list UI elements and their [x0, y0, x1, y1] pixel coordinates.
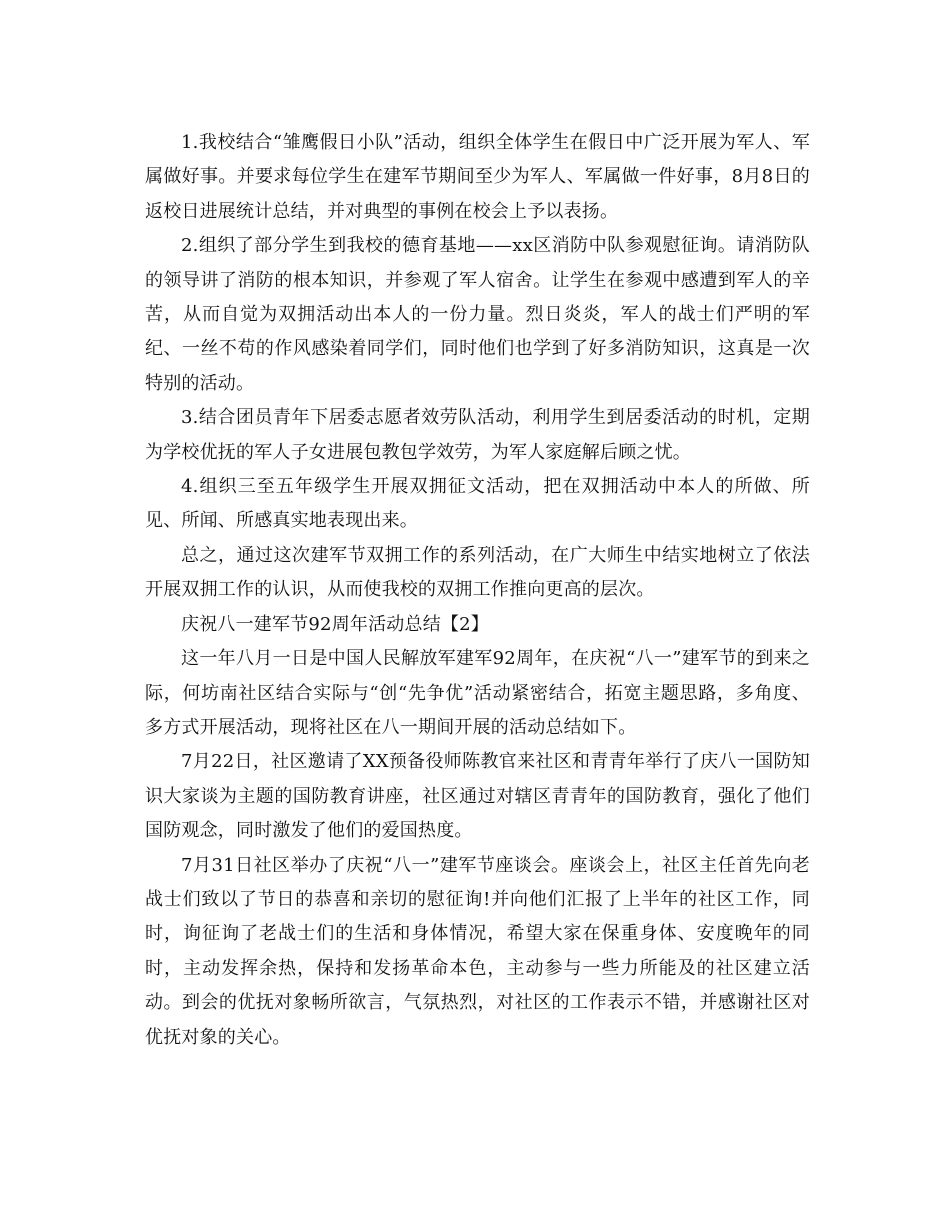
document-body — [145, 126, 810, 1055]
paragraph-4: 4.组织三至五年级学生开展双拥征文活动，把在双拥活动中本人的所做、所见、所闻、所感真实地表现出来。 — [145, 476, 810, 532]
paragraph-july-31: 7月31日社区举办了庆祝“八一”建军节座谈会。座谈会上，社区主任首先向老战士们致以了节日的恭喜和亲切的慰征询!并向他们汇报了上半年的社区工作，同时，询征询了老战士们的生活和身体情况，希望大家在保重身体、安度晚年的同时，主动发挥余热，保持和发扬革命本色，主动参与一些力所能及的社区建立活动。到会的优抚对象畅所欲言，气氛热烈，对社区的工作表示不错，并感谢社区对优抚对象的关心。 — [145, 854, 810, 1048]
paragraph-1: 1.我校结合“雏鹰假日小队”活动，组织全体学生在假日中广泛开展为军人、军属做好事。并要求每位学生在建军节期间至少为军人、军属做一件好事，8月8日的返校日进展统计总结，并对典型的事例在校会上予以表扬。 — [145, 132, 810, 222]
paragraph-3: 3.结合团员青年下居委志愿者效劳队活动，利用学生到居委活动的时机，定期为学校优抚的军人子女进展包教包学效劳，为军人家庭解后顾之忧。 — [145, 407, 810, 463]
section-heading: 庆祝八一建军节92周年活动总结【2】 — [181, 613, 489, 635]
paragraph-july-22: 7月22日，社区邀请了XX预备役师陈教官来社区和青青年举行了庆八一国防知识大家谈为主题的国防教育讲座，社区通过对辖区青青年的国防教育，强化了他们国防观念，同时激发了他们的爱国热度。 — [145, 751, 810, 842]
paragraph-2: 2.组织了部分学生到我校的德育基地——xx区消防中队参观慰征询。请消防队的领导讲了消防的根本知识，并参观了军人宿舍。让学生在参观中感遭到军人的辛苦，从而自觉为双拥活动出本人的一份力量。烈日炎炎，军人的战士们严明的军纪、一丝不苟的作风感染着同学们，同时他们也学到了好多消防知识，这真是一次特别的活动。 — [145, 235, 810, 394]
paragraph-conclusion: 总之，通过这次建军节双拥工作的系列活动，在广大师生中结实地树立了依法开展双拥工作的认识，从而使我校的双拥工作推向更高的层次。 — [145, 544, 810, 601]
paragraph-intro: 这一年八月一日是中国人民解放军建军92周年，在庆祝“八一”建军节的到来之际，何坊南社区结合实际与“创“先争优”活动紧密结合，拓宽主题思路，多角度、多方式开展活动，现将社区在八一期间开展的活动总结如下。 — [145, 648, 810, 738]
